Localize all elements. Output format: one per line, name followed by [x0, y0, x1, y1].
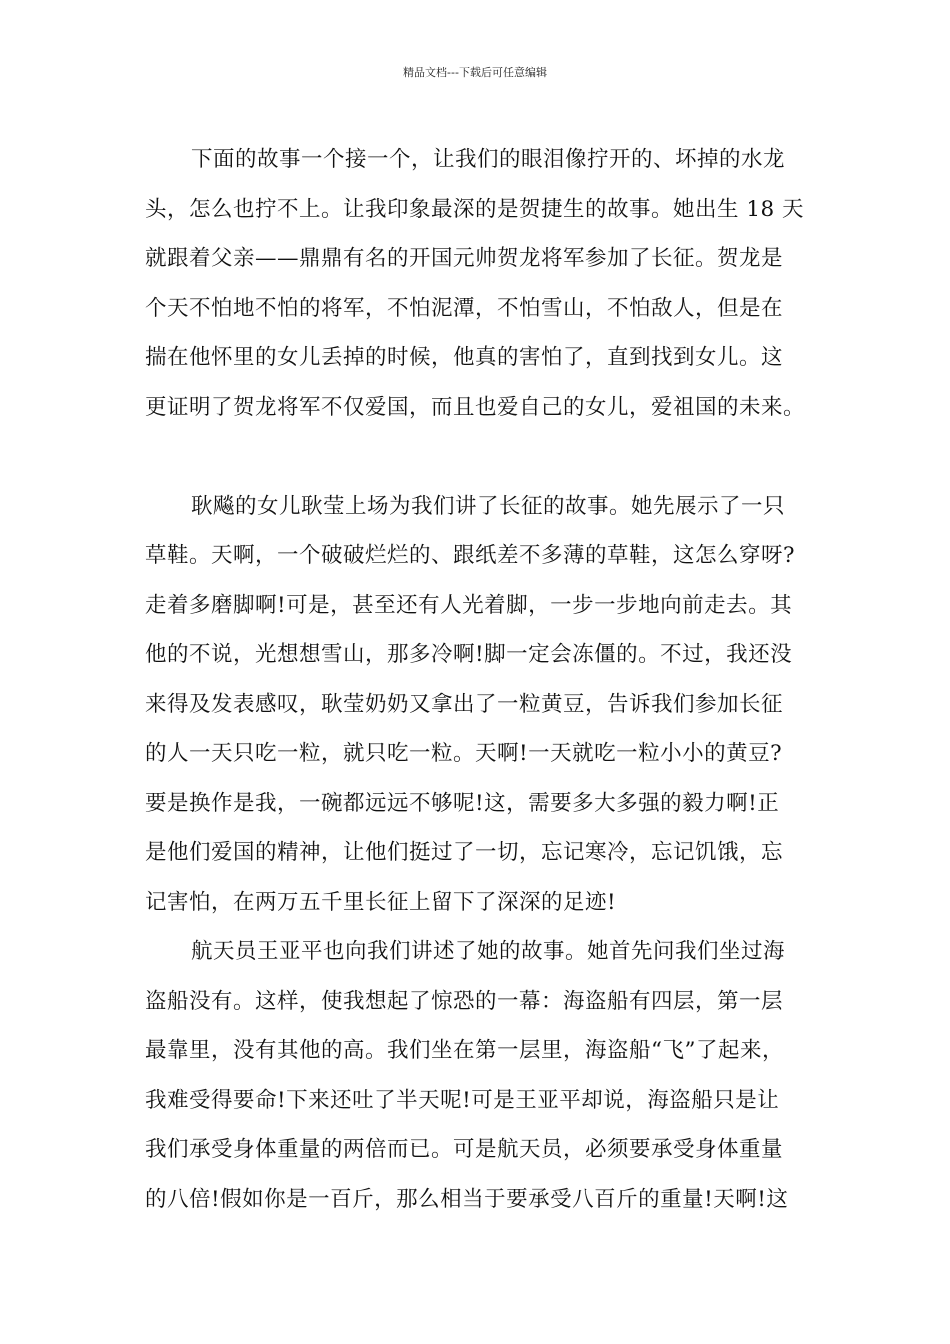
text-line: 下面的故事一个接一个，让我们的眼泪像拧开的、坏掉的水龙: [191, 147, 786, 172]
page-header: 精品文档---下载后可任意编辑: [403, 66, 547, 79]
text-line: 草鞋。天啊，一个破破烂烂的、跟纸差不多薄的草鞋，这怎么穿呀?: [145, 543, 796, 568]
text-line: 就跟着父亲——鼎鼎有名的开国元帅贺龙将军参加了长征。贺龙是: [145, 246, 784, 271]
text-line: 最靠里，没有其他的高。我们坐在第一层里，海盗船“飞”了起来，: [145, 1038, 784, 1063]
text-line: 是他们爱国的精神，让他们挺过了一切，忘记寒冷，忘记饥饿，忘: [145, 840, 784, 865]
document-body: [145, 135, 835, 1224]
text-line: 走着多磨脚啊!可是，甚至还有人光着脚，一步一步地向前走去。其: [145, 592, 793, 618]
text-line: 要是换作是我，一碗都远远不够呢!这，需要多大多强的毅力啊!正: [145, 790, 780, 816]
text-line: 的人一天只吃一粒，就只吃一粒。天啊!一天就吃一粒小小的黄豆?: [145, 741, 783, 766]
text-line: 我难受得要命!下来还吐了半天呢!可是王亚平却说，海盗船只是让: [145, 1087, 780, 1113]
text-line: 更证明了贺龙将军不仅爱国，而且也爱自己的女儿，爱祖国的未来。: [145, 394, 806, 420]
text-line: 航天员王亚平也向我们讲述了她的故事。她首先问我们坐过海: [191, 939, 786, 964]
paragraph-spacer: [145, 432, 835, 482]
paragraph-hezhesheng: [145, 135, 835, 432]
text-line: 揣在他怀里的女儿丢掉的时候，他真的害怕了，直到找到女儿。这: [145, 345, 784, 370]
text-line: 盗船没有。这样，使我想起了惊恐的一幕：海盗船有四层，第一层: [145, 988, 784, 1014]
text-line: 记害怕，在两万五千里长征上留下了深深的足迹!: [145, 889, 617, 915]
paragraph-gengying: [145, 482, 835, 928]
text-line: 他的不说，光想想雪山，那多冷啊!脚一定会冻僵的。不过，我还没: [145, 642, 793, 667]
paragraph-wangyaping: [145, 927, 835, 1224]
text-line: 来得及发表感叹，耿莹奶奶又拿出了一粒黄豆，告诉我们参加长征: [145, 691, 784, 717]
text-line: 耿飚的女儿耿莹上场为我们讲了长征的故事。她先展示了一只: [191, 493, 786, 519]
text-line: 个天不怕地不怕的将军，不怕泥潭，不怕雪山，不怕敌人，但是在: [145, 295, 784, 321]
text-line: 的八倍!假如你是一百斤，那么相当于要承受八百斤的重量!天啊!这: [145, 1186, 789, 1212]
text-line: 头，怎么也拧不上。让我印象最深的是贺捷生的故事。她出生 18 天: [145, 196, 805, 222]
text-line: 我们承受身体重量的两倍而已。可是航天员，必须要承受身体重量: [145, 1137, 784, 1162]
